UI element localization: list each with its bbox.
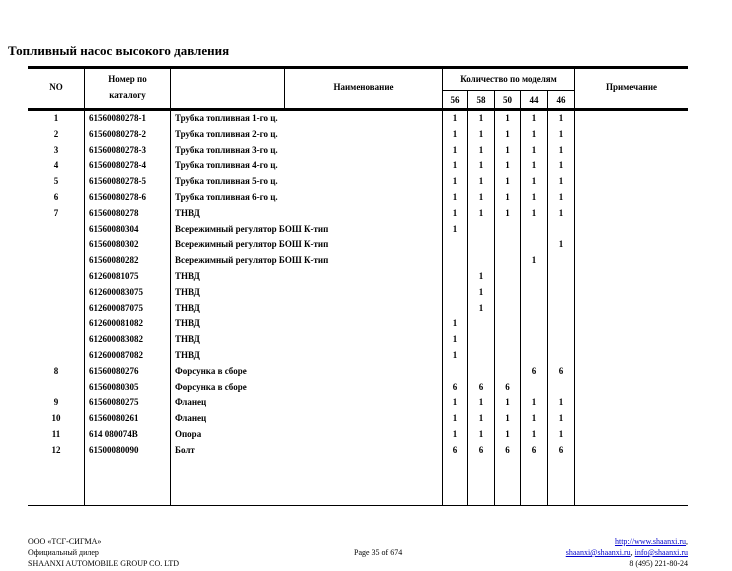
model-qty: 1 (478, 160, 484, 171)
parts-table (28, 66, 688, 506)
catalog-number: 61560080278-2 (89, 128, 146, 139)
model-qty: 1 (452, 397, 458, 408)
model-qty: 1 (452, 144, 458, 155)
model-qty: 6 (478, 381, 484, 392)
part-name: Трубка топливная 5-го ц. (175, 176, 278, 187)
model-qty: 1 (531, 160, 537, 171)
header-model: 58 (476, 95, 486, 105)
model-qty: 1 (558, 128, 564, 139)
model-qty: 1 (505, 128, 510, 139)
model-qty: 1 (531, 176, 537, 187)
model-qty: 1 (505, 397, 510, 408)
qty-subheader-rule (442, 90, 574, 91)
model-qty: 1 (478, 207, 484, 218)
part-name: Всережимный регулятор БОШ К-тип (175, 255, 329, 266)
model-qty: 1 (558, 113, 564, 123)
model-qty: 1 (505, 176, 510, 187)
header-note: Примечание (605, 82, 658, 92)
model-qty: 1 (558, 413, 564, 424)
header-name: Наименование (333, 82, 394, 92)
model-qty: 6 (452, 381, 458, 392)
row-number: 8 (53, 365, 59, 376)
model-qty: 1 (505, 160, 510, 171)
model-qty: 1 (531, 429, 537, 439)
catalog-number: 61560080304 (89, 223, 139, 234)
model-qty: 1 (558, 160, 564, 171)
row-number: 10 (51, 413, 61, 424)
catalog-number: 61560080282 (89, 255, 139, 266)
model-qty: 1 (452, 207, 458, 218)
model-qty: 1 (558, 239, 564, 250)
model-qty: 1 (505, 192, 510, 202)
catalog-number: 61560080302 (89, 239, 139, 250)
model-qty: 1 (452, 192, 458, 202)
model-qty: 1 (452, 160, 458, 171)
header-model: 50 (503, 95, 512, 105)
footer-phone: 8 (495) 221-80-24 (629, 559, 688, 568)
header-catalog-line1: Номер по (108, 74, 147, 84)
row-number: 2 (53, 128, 59, 139)
catalog-number: 61560080278 (89, 207, 139, 218)
table-bottom-rule (28, 505, 688, 506)
model-qty: 6 (531, 444, 537, 455)
row-number: 5 (53, 176, 59, 187)
header-model: 56 (450, 95, 460, 105)
model-qty: 1 (558, 144, 564, 155)
header-model: 46 (556, 95, 566, 105)
catalog-number: 61560080278-4 (89, 160, 146, 171)
catalog-number: 612600081082 (89, 318, 143, 329)
model-qty: 1 (558, 429, 564, 439)
part-name: ТНВД (175, 350, 200, 360)
model-qty: 1 (452, 128, 458, 139)
part-name: ТНВД (175, 302, 200, 313)
row-number: 11 (51, 429, 61, 439)
model-qty: 1 (478, 113, 484, 123)
part-name: Всережимный регулятор БОШ К-тип (175, 223, 329, 234)
model-qty: 1 (478, 176, 484, 187)
model-qty: 1 (478, 271, 484, 281)
model-qty: 1 (558, 192, 564, 202)
model-qty: 1 (531, 113, 537, 123)
footer-group: SHAANXI AUTOMOBILE GROUP CO. LTD (28, 559, 180, 568)
model-qty: 6 (505, 444, 510, 455)
catalog-number: 612600083082 (89, 334, 143, 345)
model-qty: 6 (505, 381, 510, 392)
row-number: 6 (53, 192, 59, 202)
catalog-number: 61560080278-3 (89, 144, 146, 155)
part-name: Опора (175, 429, 202, 439)
model-qty: 1 (452, 350, 458, 360)
model-qty: 1 (505, 429, 510, 439)
part-name: Трубка топливная 4-го ц. (175, 160, 278, 171)
row-number: 1 (53, 113, 59, 123)
model-qty: 1 (531, 207, 537, 218)
model-qty: 1 (452, 113, 458, 123)
model-qty: 1 (531, 397, 537, 408)
catalog-number: 61560080278-6 (89, 192, 146, 202)
catalog-number: 61560080278-5 (89, 176, 146, 187)
model-qty: 1 (505, 144, 510, 155)
model-qty: 1 (452, 334, 458, 345)
catalog-number: 61560080278-1 (89, 113, 146, 123)
model-qty: 1 (531, 255, 537, 266)
model-qty: 1 (478, 397, 484, 408)
model-qty: 1 (558, 176, 564, 187)
catalog-number: 614 080074В (89, 429, 138, 439)
part-name: ТНВД (175, 271, 200, 281)
footer-email-line (566, 548, 688, 558)
row-number: 4 (53, 160, 59, 171)
model-qty: 1 (478, 128, 484, 139)
part-name: Трубка топливная 6-го ц. (175, 192, 278, 202)
header-no: NO (49, 82, 63, 92)
part-name: Болт (175, 444, 195, 455)
part-name: Форсунка в сборе (175, 381, 247, 392)
model-qty: 1 (478, 144, 484, 155)
part-name: Фланец (175, 397, 207, 408)
part-name: Форсунка в сборе (175, 365, 247, 376)
col-divider (170, 66, 171, 506)
part-name: ТНВД (175, 334, 200, 345)
header-qty: Количество по моделям (460, 74, 557, 84)
part-name: Всережимный регулятор БОШ К-тип (175, 239, 329, 250)
model-qty: 6 (478, 444, 484, 455)
model-qty: 1 (452, 429, 458, 439)
catalog-number: 612600087075 (89, 302, 143, 313)
model-qty: 1 (531, 128, 537, 139)
model-qty: 1 (478, 302, 484, 313)
header-model: 44 (529, 95, 539, 105)
model-qty: 1 (505, 413, 510, 424)
email-link[interactable]: info@shaanxi.ru (634, 548, 688, 557)
page-number: Page 35 of 674 (354, 548, 403, 557)
catalog-number: 61560080261 (89, 413, 139, 424)
website-link[interactable]: http://www.shaanxi.ru (614, 537, 686, 546)
model-qty: 6 (558, 365, 564, 376)
model-qty: 1 (558, 207, 564, 218)
model-qty: 6 (531, 365, 537, 376)
row-number: 12 (51, 444, 61, 455)
footer-site-line (615, 537, 688, 547)
part-name: Трубка топливная 1-го ц. (175, 113, 278, 123)
part-name: Фланец (175, 413, 207, 424)
part-name: Трубка топливная 2-го ц. (175, 128, 278, 139)
row-number: 3 (53, 144, 59, 155)
model-qty: 1 (531, 413, 537, 424)
model-qty: 1 (478, 429, 484, 439)
table-top-rule (28, 66, 688, 69)
footer-dealer: Официальный дилер (28, 548, 99, 557)
model-qty: 1 (531, 144, 537, 155)
part-name: ТНВД (175, 318, 200, 329)
part-name: ТНВД (175, 286, 200, 297)
part-name: ТНВД (175, 207, 200, 218)
model-qty: 1 (452, 413, 458, 424)
site-suffix: , (686, 537, 688, 546)
catalog-number: 61560080305 (89, 381, 139, 392)
catalog-number: 612600083075 (89, 286, 143, 297)
model-qty: 1 (452, 318, 458, 329)
header-catalog-line2: каталогу (109, 90, 146, 100)
row-number: 9 (53, 397, 59, 408)
part-name: Трубка топливная 3-го ц. (175, 144, 278, 155)
model-qty: 6 (452, 444, 458, 455)
model-qty: 1 (505, 113, 510, 123)
row-number: 7 (53, 207, 59, 218)
catalog-number: 61560080275 (89, 397, 139, 408)
col-divider (574, 66, 575, 506)
email-separator: , (630, 548, 635, 557)
model-qty: 1 (558, 397, 564, 408)
model-qty: 1 (478, 286, 484, 297)
catalog-number: 612600087082 (89, 350, 143, 360)
model-qty: 1 (531, 192, 537, 202)
footer-company: ООО «ТСГ-СИГМА» (28, 537, 102, 546)
catalog-number: 61560080276 (89, 365, 139, 376)
email-link[interactable]: shaanxi@shaanxi.ru (565, 548, 631, 557)
model-qty: 6 (558, 444, 564, 455)
col-divider (84, 66, 85, 506)
model-qty: 1 (452, 223, 458, 234)
model-qty: 1 (452, 176, 458, 187)
model-qty: 1 (478, 413, 484, 424)
catalog-number: 61500080090 (89, 444, 139, 455)
catalog-number: 61260081075 (89, 271, 139, 281)
model-qty: 1 (505, 207, 510, 218)
model-qty: 1 (478, 192, 484, 202)
page-title: Топливный насос высокого давления (8, 43, 230, 58)
